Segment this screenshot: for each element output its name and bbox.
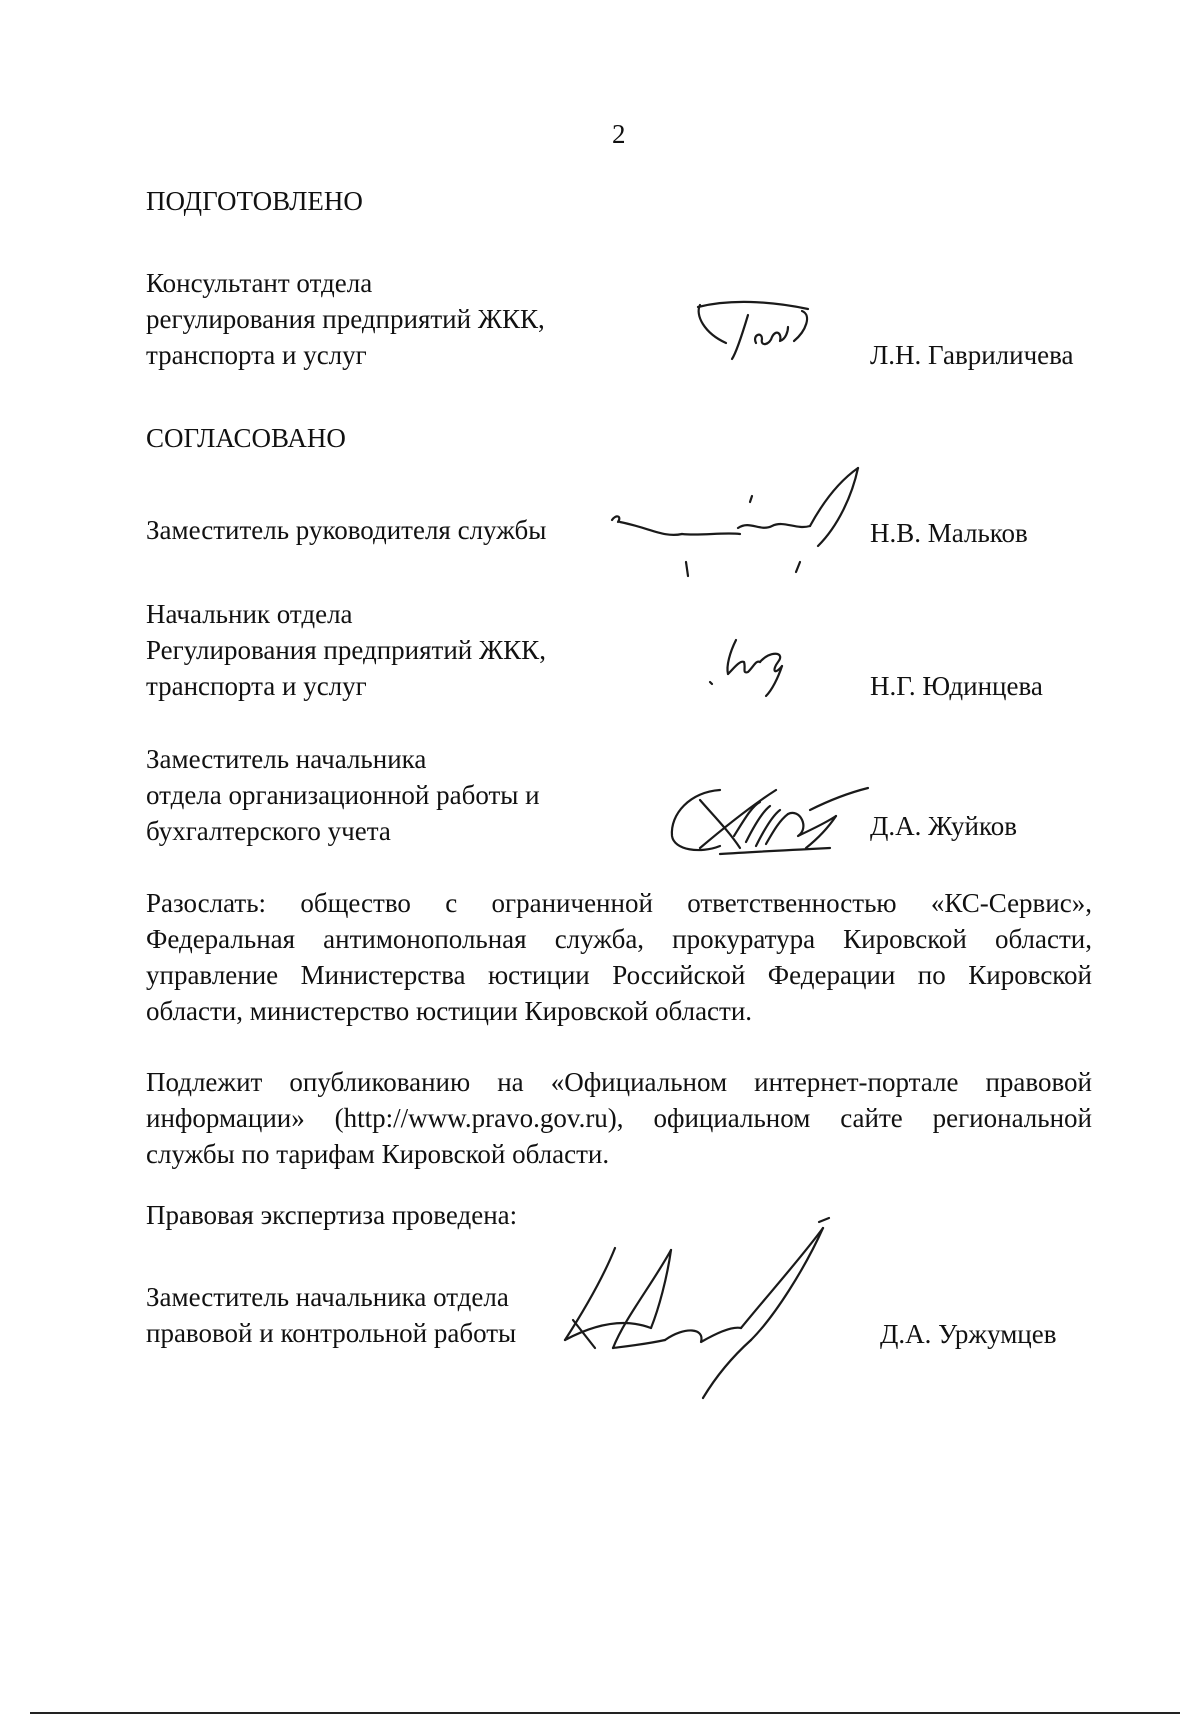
distribution-paragraph [146, 885, 1092, 1029]
position-line: Заместитель начальника [146, 744, 427, 774]
position-line: транспорта и услуг [146, 671, 367, 701]
signature-gavrilicheva [690, 295, 830, 375]
legal-review-position [146, 1279, 516, 1351]
position-line: транспорта и услуг [146, 340, 367, 370]
position-line: Консультант отдела [146, 268, 373, 298]
position-line: отдела организационной работы и [146, 780, 540, 810]
page-number: 2 [612, 119, 626, 149]
position-line: регулирования предприятий ЖКК, [146, 304, 545, 334]
signature-yudintseva [700, 632, 810, 702]
paragraph-line: службы по тарифам Кировской области. [146, 1139, 610, 1169]
agreed-signer-1-position [146, 512, 546, 548]
signature-urzhumtsev [555, 1208, 855, 1408]
prepared-signer-name: Л.Н. Гавриличева [870, 340, 1074, 370]
position-line: Заместитель руководителя службы [146, 515, 547, 545]
agreed-signer-1-name: Н.В. Мальков [870, 518, 1028, 548]
agreed-signer-2-position [146, 596, 546, 704]
position-line: Начальник отдела [146, 599, 353, 629]
legal-review-heading: Правовая экспертиза проведена: [146, 1200, 518, 1230]
position-line: Регулирования предприятий ЖКК, [146, 635, 546, 665]
bottom-rule [30, 1712, 1180, 1714]
agreed-signer-2-name: Н.Г. Юдинцева [870, 671, 1043, 701]
paragraph-line: Федеральная антимонопольная служба, прокуратура Кировской области, [146, 924, 1092, 954]
paragraph-line: информации» (http://www.pravo.gov.ru), официальном сайте региональной [146, 1103, 1092, 1133]
prepared-heading: ПОДГОТОВЛЕНО [146, 186, 363, 216]
agreed-signer-3-position [146, 741, 540, 849]
signature-malkov [600, 462, 880, 592]
position-line: бухгалтерского учета [146, 816, 391, 846]
paragraph-line: области, министерство юстиции Кировской области. [146, 996, 753, 1026]
position-line: Заместитель начальника отдела [146, 1282, 509, 1312]
paragraph-line: Подлежит опубликованию на «Официальном интернет-портале правовой [146, 1067, 1092, 1097]
paragraph-line: Разослать: общество с ограниченной ответственностью «КС-Сервис», [146, 888, 1092, 918]
publication-paragraph [146, 1064, 1092, 1172]
paragraph-line: управление Министерства юстиции Российской Федерации по Кировской [146, 960, 1092, 990]
position-line: правовой и контрольной работы [146, 1318, 517, 1348]
agreed-signer-3-name: Д.А. Жуйков [870, 811, 1017, 841]
agreed-heading: СОГЛАСОВАНО [146, 423, 346, 453]
legal-review-name: Д.А. Уржумцев [880, 1319, 1057, 1349]
prepared-position [146, 265, 545, 373]
signature-zhuikov [660, 780, 875, 860]
